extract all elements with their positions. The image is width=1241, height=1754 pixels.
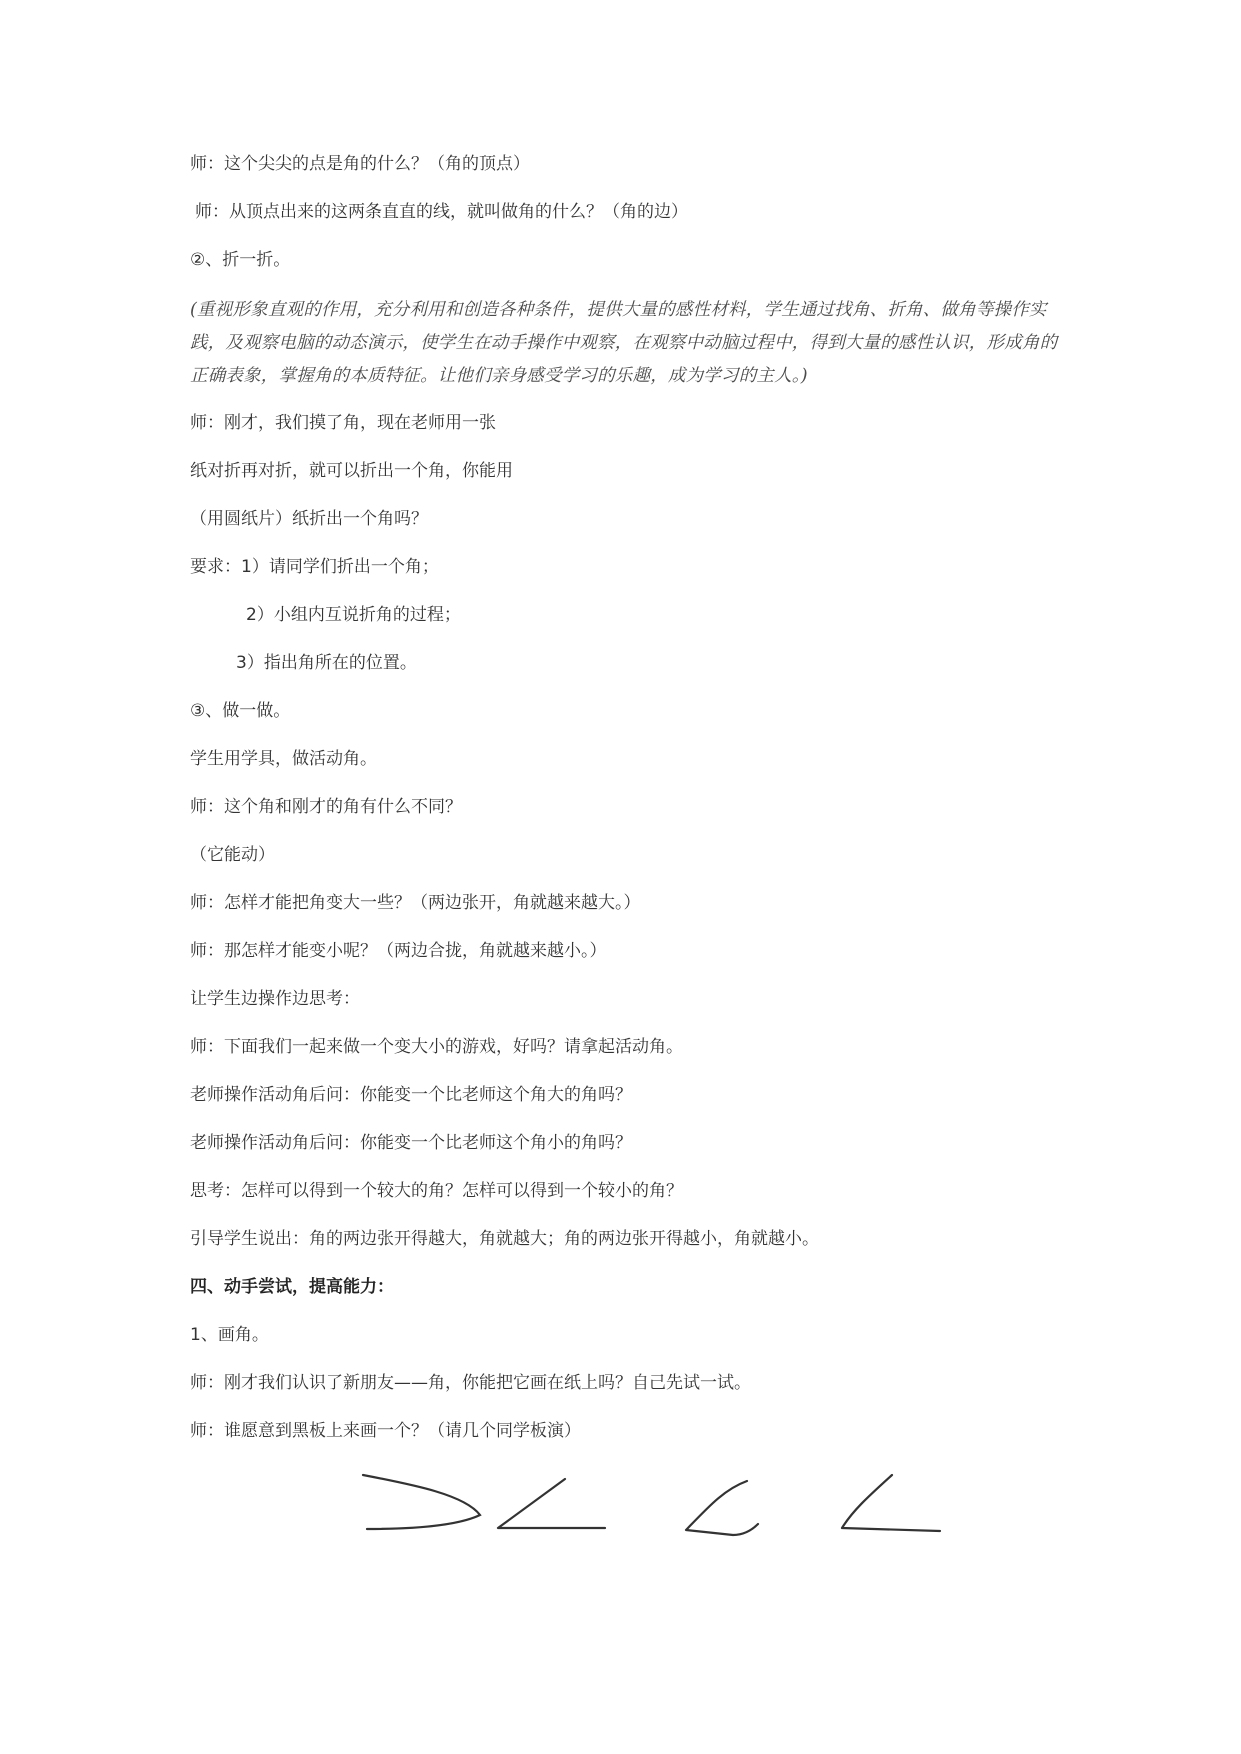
text-line-make-6: 让学生边操作边思考：	[190, 989, 360, 1009]
text-line-game-1: 师：下面我们一起来做一个变大小的游戏，好吗？请拿起活动角。	[190, 1037, 683, 1057]
text-line-game-2: 老师操作活动角后问：你能变一个比老师这个角大的角吗？	[190, 1085, 632, 1105]
text-line-think: 思考：怎样可以得到一个较大的角？怎样可以得到一个较小的角？	[190, 1181, 683, 1201]
section-draw: 1、画角。	[190, 1325, 269, 1345]
text-line-game-3: 老师操作活动角后问：你能变一个比老师这个角小的角吗？	[190, 1133, 632, 1153]
text-line-fold-3: （用圆纸片）纸折出一个角吗？	[190, 509, 428, 529]
text-line-make-4: 师：怎样才能把角变大一些？（两边张开，角就越来越大。）	[190, 893, 641, 913]
section-make: ③、做一做。	[190, 701, 291, 721]
text-line-draw-2: 师：谁愿意到黑板上来画一个？（请几个同学板演）	[190, 1421, 581, 1441]
text-line-fold-1: 师：刚才，我们摸了角，现在老师用一张	[190, 413, 496, 433]
angle-sketch-2	[498, 1479, 605, 1528]
text-line-draw-1: 师：刚才我们认识了新朋友——角，你能把它画在纸上吗？自己先试一试。	[190, 1373, 751, 1393]
requirement-1: 要求：1）请同学们折出一个角；	[190, 557, 439, 577]
text-line-side-question: 师：从顶点出来的这两条直直的线，就叫做角的什么？（角的边）	[195, 202, 688, 222]
requirement-2: 2）小组内互说折角的过程；	[246, 605, 461, 625]
section-heading-four: 四、动手尝试，提高能力：	[190, 1277, 394, 1297]
text-line-fold-2: 纸对折再对折，就可以折出一个角，你能用	[190, 461, 513, 481]
section-fold: ②、折一折。	[190, 250, 291, 270]
angle-sketch-3	[686, 1481, 758, 1535]
angle-sketch-4	[842, 1475, 940, 1531]
requirement-3: 3）指出角所在的位置。	[236, 653, 417, 673]
text-line-make-1: 学生用学具，做活动角。	[190, 749, 377, 769]
text-line-make-3: （它能动）	[190, 845, 275, 865]
hand-drawn-angles	[355, 1465, 965, 1555]
angle-sketch-1	[363, 1475, 480, 1529]
teaching-note: (重视形象直观的作用，充分利用和创造各种条件，提供大量的感性材料，学生通过找角、折角、做角等操作实践，及观察电脑的动态演示，使学生在动手操作中观察，在观察中动脑过程中，得到大量的感性认识，形成角的正确表象，掌握角的本质特征。让他们亲身感受学习的乐趣，成为学习的主人。)	[190, 300, 1058, 386]
text-line-vertex-question: 师：这个尖尖的点是角的什么？（角的顶点）	[190, 154, 530, 174]
text-line-conclusion: 引导学生说出：角的两边张开得越大，角就越大；角的两边张开得越小，角就越小。	[190, 1229, 819, 1249]
text-line-make-5: 师：那怎样才能变小呢？（两边合拢，角就越来越小。）	[190, 941, 607, 961]
text-line-make-2: 师：这个角和刚才的角有什么不同？	[190, 797, 462, 817]
